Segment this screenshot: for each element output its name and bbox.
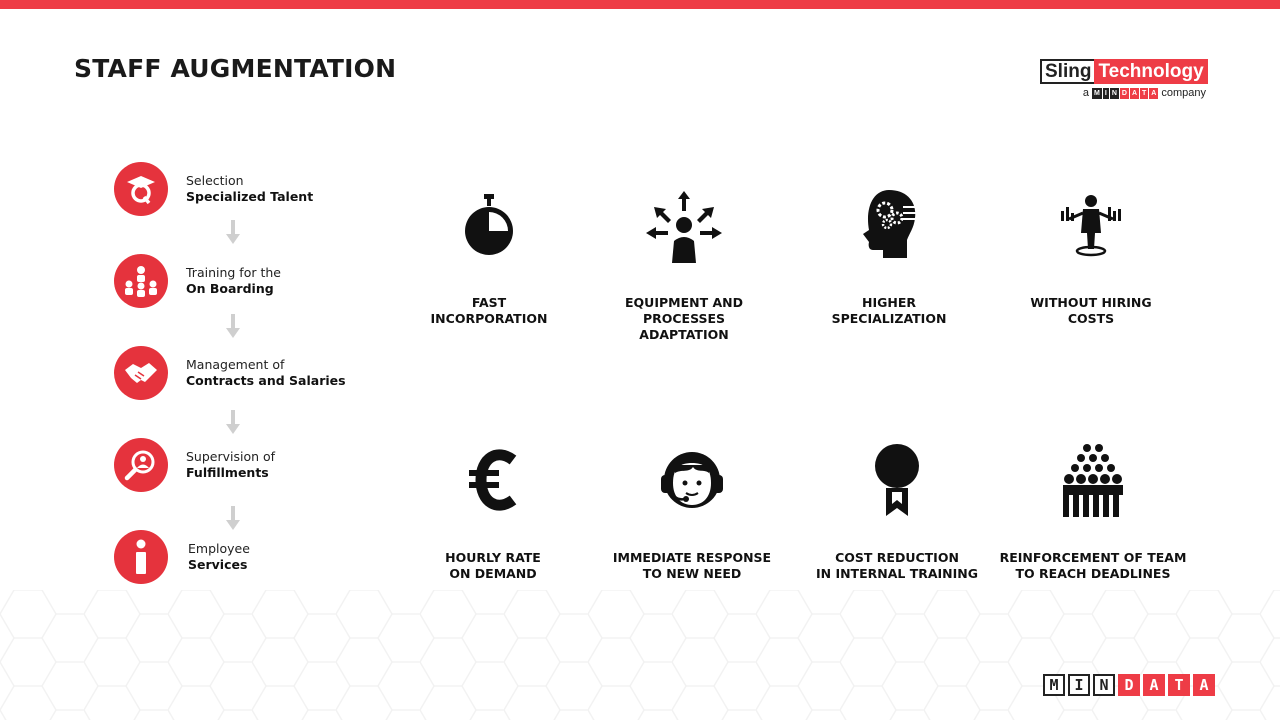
step-line1: Supervision of [186, 449, 276, 464]
benefit-label: COST REDUCTION IN INTERNAL TRAINING [815, 550, 979, 581]
logo-subtitle [1040, 87, 1206, 99]
step-training [114, 254, 281, 308]
logo-sling-text: Sling [1040, 59, 1094, 84]
headset-agent-icon [597, 435, 787, 525]
head-gears-icon [794, 180, 984, 270]
logo-sub-suffix: company [1161, 87, 1206, 99]
team-training-icon [114, 254, 168, 308]
mini-letter: A [1151, 89, 1157, 97]
logo-letter: A [1193, 674, 1215, 696]
page-title: STAFF AUGMENTATION [74, 54, 397, 83]
mini-letter: T [1142, 89, 1147, 97]
logo-letter: D [1118, 674, 1140, 696]
logo-technology-text: Technology [1094, 59, 1207, 84]
step-line2: Specialized Talent [186, 189, 314, 204]
benefit-fast-incorporation [394, 180, 584, 327]
crowd-icon [998, 435, 1188, 525]
step-line2: Fulfillments [186, 465, 269, 480]
benefit-label: IMMEDIATE RESPONSE TO NEW NEED [612, 550, 772, 581]
benefit-without-hiring-costs [996, 180, 1186, 327]
benefit-label: HIGHER SPECIALIZATION [831, 295, 947, 326]
down-arrow-icon [225, 314, 241, 340]
step-management [114, 346, 346, 400]
benefit-cost-reduction [802, 435, 992, 582]
top-accent-bar [0, 0, 1280, 9]
step-employee-services [114, 530, 250, 584]
sling-technology-logo [1040, 59, 1206, 103]
balance-person-icon [996, 180, 1186, 270]
down-arrow-icon [225, 410, 241, 436]
person-arrows-icon [589, 180, 779, 270]
step-line2: Services [188, 557, 248, 572]
logo-mindata-mini [1092, 88, 1158, 99]
benefit-label: FAST INCORPORATION [430, 295, 548, 326]
stopwatch-icon [394, 180, 584, 270]
benefit-immediate-response [597, 435, 787, 582]
mini-letter: A [1131, 89, 1138, 97]
step-line2: Contracts and Salaries [186, 373, 346, 388]
award-ribbon-icon [802, 435, 992, 525]
logo-letter: N [1093, 674, 1115, 696]
down-arrow-icon [225, 506, 241, 532]
step-selection [114, 162, 313, 216]
mindata-logo [1043, 674, 1215, 696]
benefit-label: EQUIPMENT AND PROCESSES ADAPTATION [625, 295, 743, 342]
benefit-label: HOURLY RATE ON DEMAND [445, 550, 541, 581]
benefit-hourly-rate [398, 435, 588, 582]
mini-letter: D [1121, 89, 1127, 97]
step-line1: Selection [186, 173, 244, 188]
benefit-higher-specialization [794, 180, 984, 327]
benefit-label: WITHOUT HIRING COSTS [1030, 295, 1152, 326]
benefit-reinforcement-team [998, 435, 1188, 582]
down-arrow-icon [225, 220, 241, 246]
benefit-equipment-adaptation [589, 180, 779, 343]
logo-letter: A [1143, 674, 1165, 696]
logo-sub-prefix: a [1082, 87, 1090, 99]
benefit-label: REINFORCEMENT OF TEAM TO REACH DEADLINES [999, 550, 1187, 581]
magnifier-person-icon [114, 438, 168, 492]
logo-letter: M [1043, 674, 1065, 696]
step-line1: Training for the [186, 265, 281, 280]
hexagon-pattern-background [0, 590, 1280, 720]
handshake-icon [114, 346, 168, 400]
mini-letter: I [1104, 89, 1107, 97]
info-icon [114, 530, 168, 584]
euro-icon [398, 435, 588, 525]
step-line1: Employee [188, 541, 250, 556]
mini-letter: M [1094, 89, 1100, 97]
logo-letter: T [1168, 674, 1190, 696]
graduate-q-icon [114, 162, 168, 216]
step-supervision [114, 438, 275, 492]
step-line2: On Boarding [186, 281, 274, 296]
mini-letter: N [1111, 89, 1117, 97]
logo-letter: I [1068, 674, 1090, 696]
step-line1: Management of [186, 357, 285, 372]
